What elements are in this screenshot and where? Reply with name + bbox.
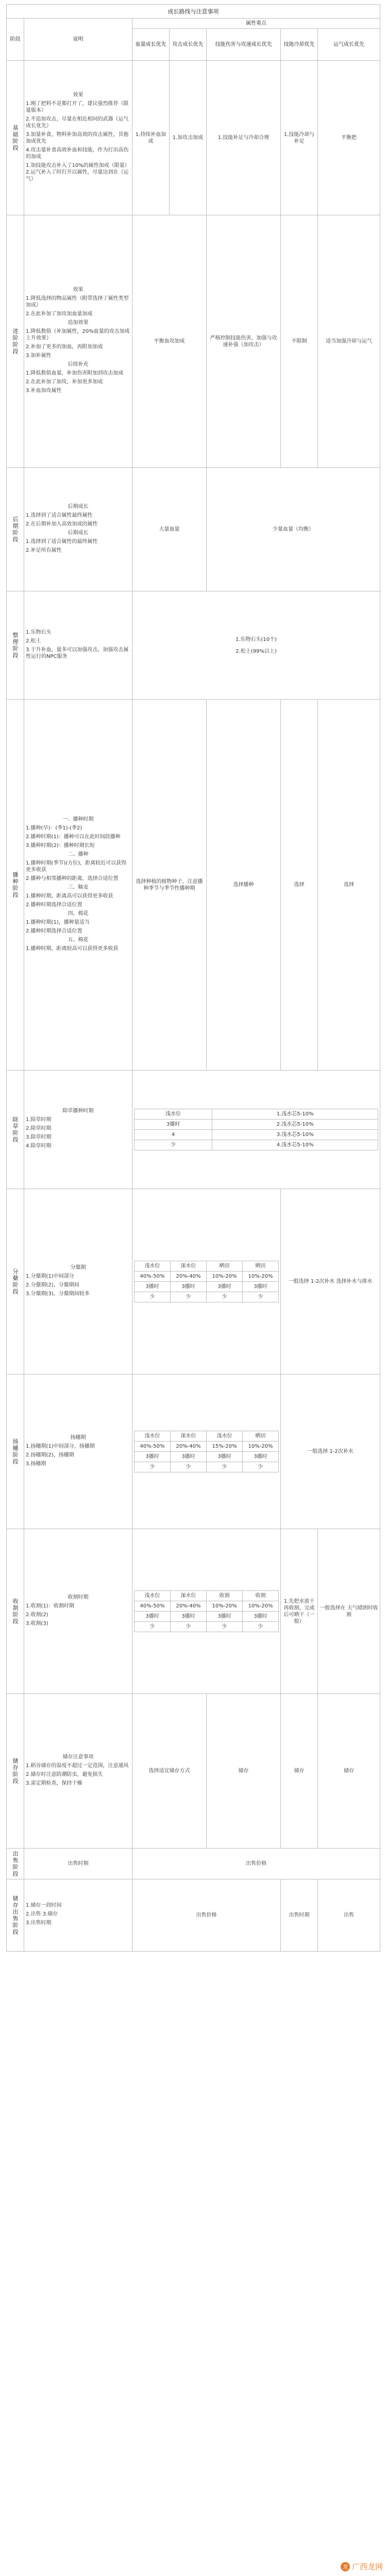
stage-name: 基础阶段 bbox=[7, 61, 24, 215]
stage-head: 除草播种时期 bbox=[62, 1108, 94, 1114]
watermark-text: 广西龙网 bbox=[351, 2562, 383, 2571]
mini-cell: 少 bbox=[207, 1462, 243, 1472]
mini-cell: 晒田 bbox=[243, 1261, 279, 1272]
mini-cell: 4.浅水芯5-10% bbox=[212, 1140, 378, 1150]
mini-cell: 浅水位 bbox=[135, 1261, 171, 1272]
mini-cell: 3播时 bbox=[171, 1282, 207, 1292]
stage-row-10 bbox=[7, 1694, 380, 1849]
group-line: 1.播种时期，距离较高可以获得更多收获 bbox=[26, 945, 119, 952]
stage-name: 整理阶段 bbox=[7, 591, 24, 700]
stage-line: 3.除草时期 bbox=[26, 1134, 52, 1140]
stage-c12: 选择种植的植物种子，注意播种季节与季节性播种期 bbox=[132, 700, 207, 1071]
stage-line: 2.在此补加了加攻加血量加成 bbox=[26, 311, 93, 317]
stage-mini-wrap bbox=[132, 1071, 380, 1189]
stage-notes: 1.加技能攻击补入了10%的属性加成（限量） 2.运气补入了时打开以属性，尽量达到在（运气） bbox=[26, 162, 130, 182]
stage-line: 1.除草时期 bbox=[26, 1117, 52, 1123]
stage-result: 1.乐物石头(10个) bbox=[235, 636, 277, 642]
mini-cell: 1.浅水芯5-10% bbox=[212, 1109, 378, 1120]
mini-cell: 4 bbox=[135, 1130, 212, 1140]
stage-desc bbox=[24, 1879, 132, 1952]
stage-desc bbox=[24, 591, 132, 700]
stage-c5: 储存 bbox=[318, 1694, 380, 1849]
mini-cell: 20%-40% bbox=[171, 1272, 207, 1282]
stage-line: 3.出售时期 bbox=[26, 1920, 52, 1926]
guide-sheet bbox=[6, 4, 380, 1952]
stage-line: 1.扬穗期(1)中间部分，扬穗期 bbox=[26, 1443, 95, 1449]
mini-cell: 15%-20% bbox=[207, 1442, 243, 1452]
stage-c12: 大量血量 bbox=[132, 468, 207, 591]
stage-name: 出售阶段 bbox=[7, 1849, 24, 1879]
mini-cell: 少 bbox=[135, 1140, 212, 1150]
stage-head: 扬穗期 bbox=[70, 1434, 86, 1440]
mini-table bbox=[134, 1109, 378, 1150]
stage-row-12 bbox=[7, 1879, 380, 1952]
mini-cell: 3播时 bbox=[171, 1452, 207, 1462]
mini-cell: 2.浅水芯5-10% bbox=[212, 1120, 378, 1130]
mini-cell: 少 bbox=[171, 1292, 207, 1302]
mini-cell: 少 bbox=[207, 1622, 243, 1632]
mini-cell: 少 bbox=[243, 1292, 279, 1302]
stage-item: 1.刚了把料不是都打开了，建议强烈推荐（限量版本） bbox=[26, 100, 129, 113]
stage-sub: 效果 bbox=[73, 287, 83, 293]
header-col2: 攻击成长优先 bbox=[170, 29, 207, 61]
mini-cell: 晒田 bbox=[207, 1261, 243, 1272]
mini-cell: 少 bbox=[135, 1462, 171, 1472]
mini-cell: 3播时 bbox=[171, 1612, 207, 1622]
stage-row-11 bbox=[7, 1849, 380, 1879]
header-col5: 运气成长优先 bbox=[318, 29, 380, 61]
stage-name: 扬穗阶段 bbox=[7, 1375, 24, 1529]
mini-cell: 深水位 bbox=[171, 1261, 207, 1272]
group-line: 2.播种时期选择合适位置 bbox=[26, 902, 82, 908]
group-head: 四、棉花 bbox=[68, 910, 89, 917]
stage-c3: 1.技能补足与冷却合理 bbox=[207, 61, 281, 215]
stage-value: 出售价格 bbox=[132, 1849, 380, 1879]
stage-c5: 选择 bbox=[318, 700, 380, 1071]
mini-cell: 40%-50% bbox=[135, 1442, 171, 1452]
stage-result: 2.松土(99%以上) bbox=[236, 648, 277, 654]
stage-name: 收割阶段 bbox=[7, 1529, 24, 1694]
stage-c2: 1.加攻击加成 bbox=[170, 61, 207, 215]
stage-line: 1.选择到了适合属性的最终属性 bbox=[26, 538, 98, 545]
stage-line: 3.于升补血，量多可以加强攻击，加强攻击属性运行的NPC服务 bbox=[26, 647, 129, 659]
mini-cell: 40%-50% bbox=[135, 1272, 171, 1282]
group-line: 2.播种与相邻播种的距离，选择合适位置 bbox=[26, 875, 119, 882]
stage-row-9 bbox=[7, 1529, 380, 1694]
stage-desc bbox=[24, 1375, 132, 1529]
mini-cell: 20%-40% bbox=[171, 1601, 207, 1612]
stage-c4: 储存 bbox=[281, 1694, 318, 1849]
stage-line: 2.分蘖期(2)，分蘖期间 bbox=[26, 1282, 79, 1288]
stage-line: 3.分蘖期(3)，分蘖期间较多 bbox=[26, 1291, 90, 1297]
stage-line: 2.在后期补加入高效加成的属性 bbox=[26, 521, 98, 527]
mini-cell: 3播时 bbox=[135, 1120, 212, 1130]
group-line: 1.播种时期，距离高可以获得更多收获 bbox=[26, 893, 113, 899]
stage-desc bbox=[24, 1071, 132, 1189]
stage-line: 2.扬穗期(2)，扬穗期 bbox=[26, 1452, 74, 1458]
mini-cell: 少 bbox=[135, 1622, 171, 1632]
stage-name: 储存阶段 bbox=[7, 1694, 24, 1849]
stage-c5: 平衡把 bbox=[318, 61, 380, 215]
stage-row-3 bbox=[7, 468, 380, 591]
table-title: 成长路线与注意事项 bbox=[7, 5, 380, 19]
mini-table bbox=[134, 1431, 279, 1472]
stage-line: 1.收割(1)：收割时期 bbox=[26, 1603, 74, 1609]
mini-cell: 收割 bbox=[207, 1591, 243, 1601]
stage-line: 4.除草时期 bbox=[26, 1143, 52, 1149]
stage-desc bbox=[24, 1694, 132, 1849]
stage-line: 2.除草时期 bbox=[26, 1126, 52, 1131]
header-stage: 阶段 bbox=[7, 19, 24, 61]
stage-c4: 不限制 bbox=[281, 215, 318, 468]
watermark bbox=[341, 2561, 383, 2572]
stage-desc bbox=[24, 700, 132, 1071]
stage-row-4 bbox=[7, 591, 380, 700]
mini-cell: 3播时 bbox=[207, 1452, 243, 1462]
mini-cell: 40%-50% bbox=[135, 1601, 171, 1612]
stage-name: 除草阶段 bbox=[7, 1071, 24, 1189]
stage-line: 2.收割(2) bbox=[26, 1612, 48, 1618]
stage-line: 后续补充 bbox=[68, 362, 89, 367]
stage-line: 1.降低数值（补加属性，20%血量的攻击加成上升效果） bbox=[26, 329, 130, 341]
stage-row-6 bbox=[7, 1071, 380, 1189]
mini-cell: 少 bbox=[207, 1292, 243, 1302]
stage-name: 分蘖阶段 bbox=[7, 1189, 24, 1375]
mini-cell: 10%-20% bbox=[207, 1601, 243, 1612]
mini-cell: 少 bbox=[171, 1462, 207, 1472]
group-head: 一、播种时期 bbox=[62, 816, 94, 822]
group-head: 三、糯麦 bbox=[68, 884, 89, 890]
stage-c4: 选择 bbox=[281, 700, 318, 1071]
stage-item: 4.攻击量补食高效补血和技能，作为打出高伤的加成 bbox=[26, 147, 129, 160]
stage-row-7 bbox=[7, 1189, 380, 1375]
header-attr-group: 属性重点 bbox=[132, 19, 380, 29]
stage-line: 1.稻谷储存的湿度不超过一定范围，注意通风 bbox=[26, 1762, 129, 1769]
stage-c345: 少量血量（均衡） bbox=[207, 468, 380, 591]
guide-table bbox=[6, 4, 380, 1952]
mini-cell: 3播时 bbox=[243, 1452, 279, 1462]
stage-mini-wrap bbox=[132, 1189, 281, 1375]
stage-line: 2.补加了更多的加血，再附加加成 bbox=[26, 344, 103, 350]
stage-desc bbox=[24, 468, 132, 591]
stage-line: 2.补足所有属性 bbox=[26, 547, 62, 553]
watermark-badge-icon: 龙 bbox=[341, 2562, 350, 2571]
mini-cell: 20%-40% bbox=[171, 1442, 207, 1452]
stage-sub: 效果 bbox=[73, 92, 83, 98]
stage-line: 后期成长 bbox=[68, 530, 89, 536]
mini-cell: 10%-20% bbox=[243, 1272, 279, 1282]
stage-line: 3.加补属性 bbox=[26, 353, 52, 359]
mini-cell: 少 bbox=[243, 1622, 279, 1632]
stage-note: 一般选择 1-2次补水 选择补水与排水 bbox=[281, 1189, 380, 1375]
mini-cell: 少 bbox=[243, 1462, 279, 1472]
stage-c3: 严格控制技能伤害，加强与攻速补强（加攻击） bbox=[207, 215, 281, 468]
stage-c4: 1.先把水放干再收割，完成后可晒干（一般） bbox=[281, 1529, 318, 1694]
mini-cell: 少 bbox=[135, 1292, 171, 1302]
stage-name: 进阶阶段 bbox=[7, 215, 24, 468]
stage-desc bbox=[24, 1189, 132, 1375]
group-line: 3.播种时期(2)：播种时期长短 bbox=[26, 842, 95, 849]
stage-c4: 出售时期 bbox=[281, 1879, 318, 1952]
group-line: 2.播种时期(1)：播种可以在此时间段播种 bbox=[26, 834, 121, 840]
stage-line: 2.松土 bbox=[26, 638, 41, 644]
stage-name: 储存出售阶段 bbox=[7, 1879, 24, 1952]
mini-cell: 3播时 bbox=[135, 1282, 171, 1292]
mini-cell: 10%-20% bbox=[207, 1272, 243, 1282]
mini-table bbox=[134, 1590, 279, 1632]
mini-table bbox=[134, 1261, 279, 1302]
mini-cell: 3播时 bbox=[135, 1452, 171, 1462]
group-line: 1.播种时期(季节)(方位)，距离较近可以获得更多收获 bbox=[26, 860, 127, 873]
stage-c5: 一般选择在 天气晴朗时收割 bbox=[318, 1529, 380, 1694]
stage-c12: 平衡血攻加成 bbox=[132, 215, 207, 468]
stage-desc bbox=[24, 215, 132, 468]
stage-line: 1.储存一段时间 bbox=[26, 1903, 62, 1908]
mini-cell: 3播时 bbox=[243, 1282, 279, 1292]
stage-desc bbox=[24, 1529, 132, 1694]
stage-row-2 bbox=[7, 215, 380, 468]
stage-desc bbox=[24, 61, 132, 215]
mini-cell: 10%-20% bbox=[243, 1442, 279, 1452]
mini-cell: 3播时 bbox=[207, 1612, 243, 1622]
mini-cell: 深水位 bbox=[171, 1591, 207, 1601]
stage-c12: 出售价格 bbox=[132, 1879, 281, 1952]
mini-cell: 浅水位 bbox=[135, 1431, 171, 1442]
mini-cell: 3.浅水芯5-10% bbox=[212, 1130, 378, 1140]
stage-mini-wrap bbox=[132, 1529, 281, 1694]
mini-cell: 深水位 bbox=[171, 1431, 207, 1442]
stage-line: 1.乐物石头 bbox=[26, 629, 52, 635]
stage-item: 3.加量补食，物料补加高效的攻击属性，其他加成优先 bbox=[26, 131, 129, 144]
stage-line: 1.降低数值血量，补加伤害附加到攻击加成 bbox=[26, 370, 124, 376]
stage-line: 2.在此补加了加攻，补加更多加成 bbox=[26, 379, 103, 385]
stage-note: 一般选择 1-2次补水 bbox=[281, 1375, 380, 1529]
stage-line: 2.储存时注意防潮防虫，避免损失 bbox=[26, 1771, 103, 1777]
stage-row-1 bbox=[7, 61, 380, 215]
mini-cell: 10%-20% bbox=[243, 1601, 279, 1612]
mini-cell: 收割 bbox=[243, 1591, 279, 1601]
stage-head: 储存注意事项 bbox=[62, 1754, 94, 1760]
header-desc: 说明 bbox=[24, 19, 132, 61]
stage-row: 出售时期 bbox=[24, 1849, 132, 1879]
header-col3: 技能伤害与攻速成长优先 bbox=[207, 29, 281, 61]
stage-c4: 1.技能冷却与补足 bbox=[281, 61, 318, 215]
stage-line: 1.分蘖期(1)中间部分 bbox=[26, 1273, 74, 1279]
stage-row-5 bbox=[7, 700, 380, 1071]
mini-cell: 浅水位 bbox=[135, 1591, 171, 1601]
stage-row-8 bbox=[7, 1375, 380, 1529]
mini-cell: 少 bbox=[171, 1622, 207, 1632]
stage-line: 追加效果 bbox=[68, 320, 89, 326]
stage-head: 收割时期 bbox=[68, 1594, 89, 1600]
group-head: 二、播种 bbox=[68, 851, 89, 857]
group-head: 五、棉花 bbox=[68, 937, 89, 943]
stage-line: 3.需定期检查，保持干燥 bbox=[26, 1780, 82, 1786]
stage-line: 3.收割(3) bbox=[26, 1620, 48, 1626]
stage-c3: 储存 bbox=[207, 1694, 281, 1849]
mini-cell: 浅水位 bbox=[135, 1109, 212, 1120]
header-col4: 技能冷却优先 bbox=[281, 29, 318, 61]
stage-line: 1.降低选择的物品属性（附带选择了属性类型加成） bbox=[26, 296, 129, 308]
stage-c12: 选择适宜储存方式 bbox=[132, 1694, 207, 1849]
stage-item: 2.不追加攻击，尽量在相近相同的武器（运气成长优先） bbox=[26, 116, 129, 129]
stage-c5: 出售 bbox=[318, 1879, 380, 1952]
stage-sub: 后期成长 bbox=[68, 503, 89, 510]
stage-head: 分蘖期 bbox=[70, 1264, 86, 1270]
mini-cell: 3播时 bbox=[207, 1282, 243, 1292]
stage-line: 1.选择到了适合属性最终属性 bbox=[26, 512, 93, 518]
stage-name: 后期阶段 bbox=[7, 468, 24, 591]
mini-cell: 晒田 bbox=[243, 1431, 279, 1442]
group-line: 1.播种时期(1)，播种量适当 bbox=[26, 919, 90, 925]
stage-line: 3.补血加攻属性 bbox=[26, 388, 62, 394]
stage-c5: 适当加强冷却与运气 bbox=[318, 215, 380, 468]
stage-c1: 1.持续补血加成 bbox=[132, 61, 170, 215]
stage-c3: 选择播种 bbox=[207, 700, 281, 1071]
header-col1: 血量成长优先 bbox=[132, 29, 170, 61]
stage-name: 播种阶段 bbox=[7, 700, 24, 1071]
stage-mini-wrap bbox=[132, 1375, 281, 1529]
stage-line: 2.出售 3.储存 bbox=[26, 1911, 58, 1917]
mini-cell: 3播时 bbox=[135, 1612, 171, 1622]
group-line: 2.播种时期选择合适位置 bbox=[26, 928, 82, 934]
stage-line: 3.扬穗期 bbox=[26, 1461, 46, 1467]
stage-results bbox=[132, 591, 380, 700]
mini-cell: 3播时 bbox=[243, 1612, 279, 1622]
mini-cell: 浅水位 bbox=[207, 1431, 243, 1442]
group-line: 1.播种(早)：(季1)-(季2) bbox=[26, 825, 82, 831]
